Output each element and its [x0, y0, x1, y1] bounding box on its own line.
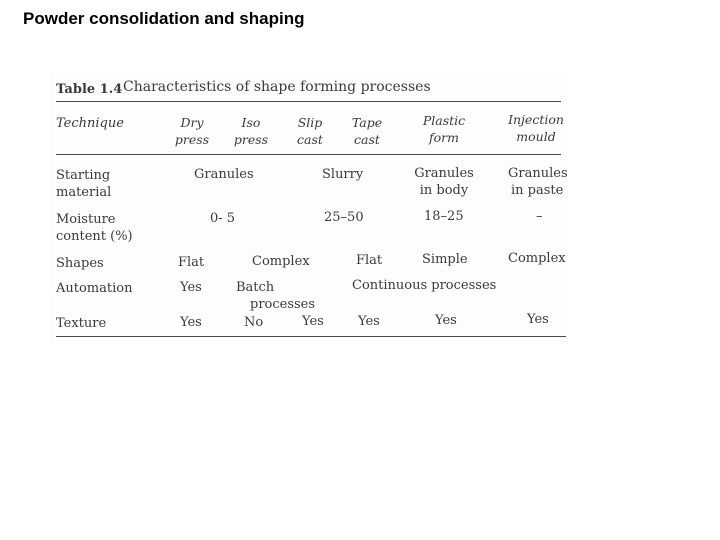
cell-shapes-plastic: Simple — [422, 252, 468, 267]
cell-moisture-slip-tape: 25–50 — [324, 210, 364, 225]
scanned-table-image — [50, 70, 570, 345]
cell-automation-continuous: Continuous processes — [352, 278, 497, 293]
slide-title: Powder consolidation and shaping — [23, 9, 305, 28]
cell-automation-batch: Batch processes — [236, 280, 316, 312]
cell-granules-in-paste: Granules in paste — [508, 166, 568, 198]
cell-shapes-tape: Flat — [356, 253, 383, 268]
cell-texture-slip: Yes — [302, 314, 324, 329]
table-caption-text: Characteristics of shape forming processes — [123, 79, 431, 95]
row-label-shapes: Shapes — [56, 256, 104, 271]
cell-moisture-injection: – — [536, 209, 543, 224]
row-label-automation: Automation — [56, 281, 133, 296]
table-caption-number: Table 1.4 — [56, 82, 123, 97]
cell-texture-injection: Yes — [527, 312, 549, 327]
cell-texture-plastic: Yes — [435, 313, 457, 328]
cell-shapes-dry: Flat — [178, 255, 205, 270]
cell-granules-in-body: Granules in body — [414, 166, 474, 198]
header-plastic-form: Plastic form — [422, 113, 466, 145]
cell-automation-dry: Yes — [180, 280, 202, 295]
cell-texture-tape: Yes — [358, 314, 380, 329]
header-injection-mould: Injection mould — [508, 112, 564, 144]
row-label-moisture: Moisture content (%) — [56, 212, 133, 244]
header-iso-press: Iso press — [233, 115, 269, 147]
header-technique: Technique — [56, 116, 124, 131]
cell-shapes-injection: Complex — [508, 251, 566, 266]
cell-texture-dry: Yes — [180, 315, 202, 330]
header-rule — [56, 154, 561, 155]
bottom-rule — [56, 336, 566, 337]
cell-moisture-dry-iso: 0- 5 — [210, 211, 236, 226]
cell-shapes-iso-slip: Complex — [252, 254, 310, 269]
top-rule — [56, 101, 561, 102]
cell-moisture-plastic: 18–25 — [424, 209, 464, 224]
cell-granules: Granules — [194, 167, 254, 182]
header-dry-press: Dry press — [174, 115, 210, 147]
cell-texture-iso: No — [244, 315, 264, 330]
header-tape-cast: Tape cast — [351, 115, 383, 147]
row-label-starting-material: Starting material — [56, 168, 112, 200]
header-slip-cast: Slip cast — [297, 115, 323, 147]
cell-slurry: Slurry — [322, 167, 364, 182]
row-label-texture: Texture — [56, 316, 107, 331]
